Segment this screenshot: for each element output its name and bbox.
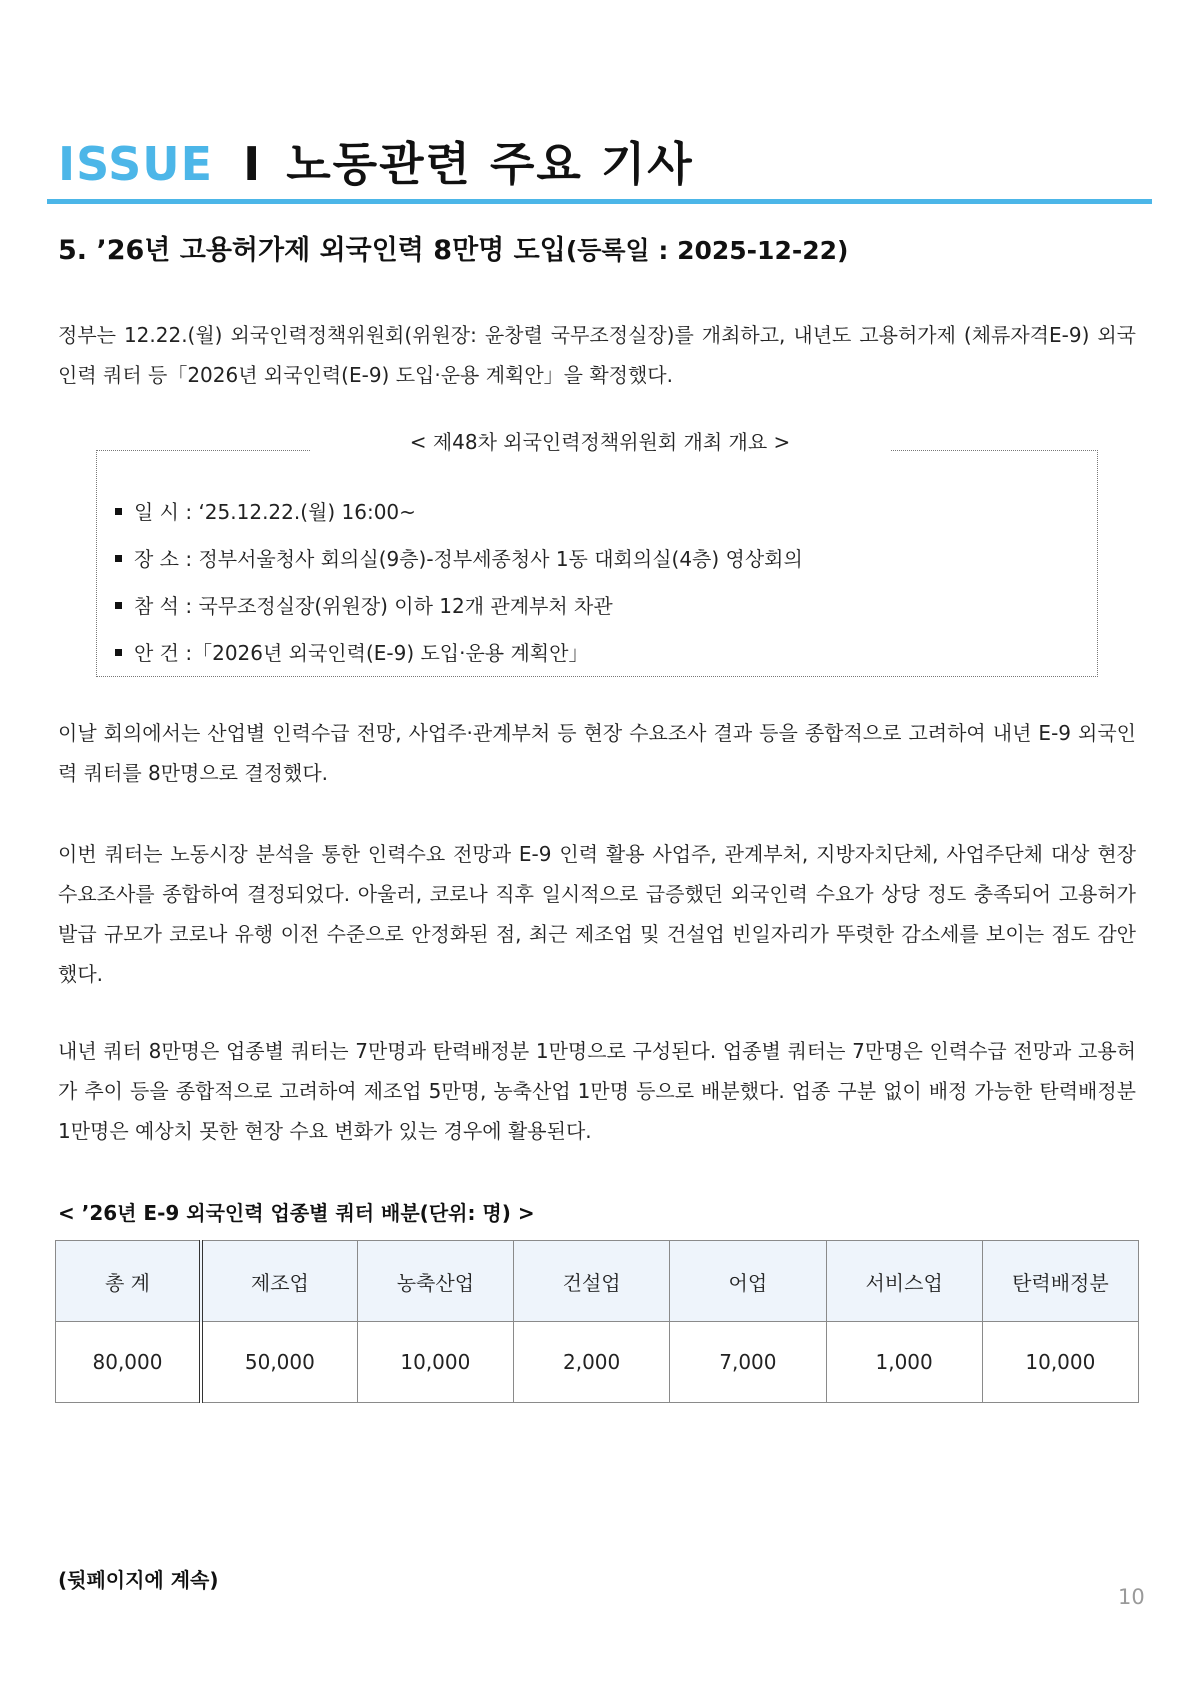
- section-title: 노동관련 주요 기사: [286, 137, 694, 191]
- quota-table: [55, 1240, 1139, 1403]
- paragraph-background: 이번 쿼터는 노동시장 분석을 통한 인력수요 전망과 E-9 인력 활용 사업주, 관계부처, 지방자치단체, 사업주단체 대상 현장 수요조사를 종합하여 결정되었다. 아울러, 코로나 직후 일시적으로 급증했던 외국인력 수요가 상당 정도 충족되어 고용허가 발급 규모가 코로나 유행 이전 수준으로 안정화된 점, 최근 제조업 및 건설업 빈일자리가 뚜렷한 감소세를 보이는 점도 감안했다.: [58, 842, 1136, 986]
- square-bullet-icon: [115, 649, 122, 656]
- list-item: 장 소 : 정부서울청사 회의실(9층)-정부세종청사 1동 대회의실(4층) 영상회의: [115, 536, 803, 583]
- article-title: [58, 228, 848, 267]
- header-divider: [47, 199, 1152, 204]
- continue-note: (뒷페이지에 계속): [58, 1568, 219, 1592]
- paragraph-decision: 이날 회의에서는 산업별 인력수급 전망, 사업주·관계부처 등 현장 수요조사 결과 등을 종합적으로 고려하여 내년 E-9 외국인력 쿼터를 8만명으로 결정했다.: [58, 721, 1136, 785]
- table-header-cell: 어업: [670, 1241, 826, 1322]
- page-number: 10: [1118, 1585, 1145, 1609]
- list-item: 일 시 : ‘25.12.22.(월) 16:00~: [115, 489, 803, 536]
- list-item: 안 건 :「2026년 외국인력(E-9) 도입·운용 계획안」: [115, 630, 803, 677]
- article-date: (등록일 : 2025-12-22): [565, 236, 849, 265]
- square-bullet-icon: [115, 602, 122, 609]
- section-header: [58, 128, 694, 192]
- paragraph-intro: 정부는 12.22.(월) 외국인력정책위원회(위원장: 윤창렬 국무조정실장)를 개최하고, 내년도 고용허가제 (체류자격E-9) 외국인력 쿼터 등「2026년 외국인력(E-9) 도입·운용 계획안」을 확정했다.: [58, 323, 1136, 387]
- table-cell: 1,000: [826, 1322, 982, 1403]
- table-cell: 10,000: [982, 1322, 1138, 1403]
- table-header-cell: 건설업: [514, 1241, 670, 1322]
- square-bullet-icon: [115, 508, 122, 515]
- table-cell: 50,000: [201, 1322, 357, 1403]
- meeting-overview-box: [96, 450, 1098, 677]
- table-header-cell: 탄력배정분: [982, 1241, 1138, 1322]
- table-header-cell: 총 계: [56, 1241, 202, 1322]
- table-row: [56, 1322, 1139, 1403]
- table-header-row: [56, 1241, 1139, 1322]
- meeting-overview-caption: < 제48차 외국인력정책위원회 개최 개요 >: [310, 425, 890, 459]
- meeting-overview-list: [115, 489, 803, 677]
- list-item: 참 석 : 국무조정실장(위원장) 이하 12개 관계부처 차관: [115, 583, 803, 630]
- paragraph-composition: 내년 쿼터 8만명은 업종별 쿼터는 7만명과 탄력배정분 1만명으로 구성된다. 업종별 쿼터는 7만명은 인력수급 전망과 고용허가 추이 등을 종합적으로 고려하여 제조업 5만명, 농축산업 1만명 등으로 배분했다. 업종 구분 없이 배정 가능한 탄력배정분 1만명은 예상치 못한 현장 수요 변화가 있는 경우에 활용된다.: [58, 1039, 1136, 1143]
- article-title-text: 5. ’26년 고용허가제 외국인력 8만명 도입: [58, 235, 566, 266]
- table-cell: 7,000: [670, 1322, 826, 1403]
- table-header-cell: 농축산업: [357, 1241, 513, 1322]
- table-header-cell: 제조업: [201, 1241, 357, 1322]
- table-caption: < ’26년 E-9 외국인력 업종별 쿼터 배분(단위: 명) >: [58, 1201, 535, 1225]
- table-cell: 2,000: [514, 1322, 670, 1403]
- section-tag: ISSUE: [58, 137, 214, 191]
- table-cell: 10,000: [357, 1322, 513, 1403]
- table-header-cell: 서비스업: [826, 1241, 982, 1322]
- table-cell: 80,000: [56, 1322, 202, 1403]
- section-separator: I: [243, 137, 261, 191]
- square-bullet-icon: [115, 555, 122, 562]
